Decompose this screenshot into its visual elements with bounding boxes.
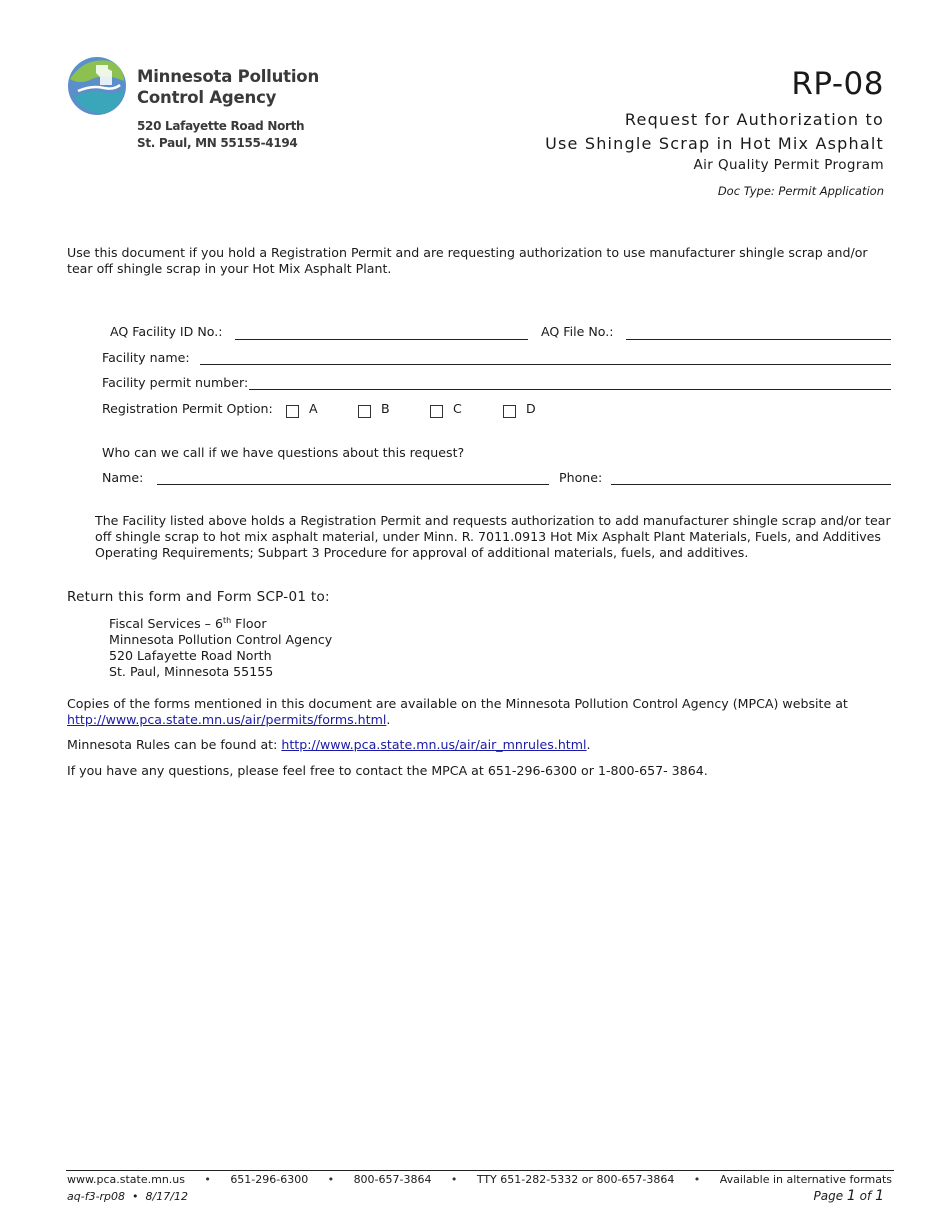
copies-paragraph xyxy=(67,696,897,728)
contact-phone-label: Phone: xyxy=(559,470,603,485)
questions-paragraph: If you have any questions, please feel free to contact the MPCA at 651-296-6300 or 1-800-657- 3864. xyxy=(67,763,708,778)
option-c-label: C xyxy=(453,401,462,416)
page-number: Page 1 of 1 xyxy=(813,1188,884,1204)
option-b-label: B xyxy=(381,401,390,416)
org-name-line2: Control Agency xyxy=(137,88,277,107)
contact-name-label: Name: xyxy=(102,470,144,485)
option-d-checkbox[interactable] xyxy=(503,403,516,422)
facility-permit-input[interactable] xyxy=(249,389,891,390)
org-address-line2: St. Paul, MN 55155-4194 xyxy=(137,136,298,150)
registration-option-label: Registration Permit Option: xyxy=(102,401,273,416)
aq-file-label: AQ File No.: xyxy=(541,324,614,339)
return-heading: Return this form and Form SCP-01 to: xyxy=(67,589,330,605)
aq-facility-id-input[interactable] xyxy=(235,339,528,340)
aq-file-input[interactable] xyxy=(626,339,891,340)
footer-phone1: 651-296-6300 xyxy=(230,1173,309,1186)
facility-permit-label: Facility permit number: xyxy=(102,375,249,390)
footer-bullet: • xyxy=(204,1173,211,1186)
rules-period: . xyxy=(586,737,591,752)
authorization-statement: The Facility listed above holds a Registration Permit and requests authorization to add manufacturer shingle scrap and/or tear off shingle scrap to hot mix asphalt material, under Minn. R. 7011.0913 Hot Mix Asphalt Plant Materials, Fuels, and Additives Operating Requirements; Subpart 3 Procedure for approval of additional materials, fuels, and additives. xyxy=(95,513,891,560)
form-title-line1: Request for Authorization to xyxy=(624,110,884,129)
contact-question: Who can we call if we have questions about this request? xyxy=(102,445,465,460)
option-a-checkbox[interactable] xyxy=(286,403,299,422)
footer-formats: Available in alternative formats xyxy=(719,1173,892,1186)
option-c-checkbox[interactable] xyxy=(430,403,443,422)
program-name: Air Quality Permit Program xyxy=(693,157,884,173)
return-address-line1: Fiscal Services – 6th Floor xyxy=(109,616,267,632)
return-address xyxy=(109,613,332,680)
rules-text: Minnesota Rules can be found at: xyxy=(67,737,282,752)
form-id: RP-08 xyxy=(791,66,884,102)
footer-tty: TTY 651-282-5332 or 800-657-3864 xyxy=(476,1173,675,1186)
footer-form-code: aq-f3-rp08 • 8/17/12 xyxy=(67,1190,188,1203)
mpca-logo xyxy=(66,55,128,117)
footer-bullet: • xyxy=(450,1173,458,1186)
return-address-line2: Minnesota Pollution Control Agency xyxy=(109,632,333,648)
contact-phone-input[interactable] xyxy=(611,484,891,485)
footer-divider xyxy=(66,1170,894,1171)
footer-phone2: 800-657-3864 xyxy=(353,1173,432,1186)
option-a-label: A xyxy=(309,401,318,416)
form-title-line2: Use Shingle Scrap in Hot Mix Asphalt xyxy=(545,134,884,153)
contact-name-input[interactable] xyxy=(157,484,549,485)
rules-link[interactable]: http://www.pca.state.mn.us/air/air_mnrules.html xyxy=(281,737,587,752)
aq-facility-id-label: AQ Facility ID No.: xyxy=(110,324,223,339)
return-address-line3: 520 Lafayette Road North xyxy=(109,648,272,664)
footer-website: www.pca.state.mn.us xyxy=(67,1173,185,1186)
option-b-checkbox[interactable] xyxy=(358,403,371,422)
form-title xyxy=(545,108,884,156)
intro-text: Use this document if you hold a Registration Permit and are requesting authorization to use manufacturer shingle scrap and/or tear off shingle scrap in your Hot Mix Asphalt Plant. xyxy=(67,245,868,276)
footer-bullet: • xyxy=(693,1173,701,1186)
facility-name-label: Facility name: xyxy=(102,350,190,365)
forms-link[interactable]: http://www.pca.state.mn.us/air/permits/forms.html xyxy=(67,712,387,727)
org-address xyxy=(137,118,304,152)
footer-bullet: • xyxy=(327,1173,335,1186)
org-address-line1: 520 Lafayette Road North xyxy=(137,119,305,133)
facility-name-input[interactable] xyxy=(200,364,891,365)
option-d-label: D xyxy=(526,401,536,416)
doc-type: Doc Type: Permit Application xyxy=(717,184,884,198)
copies-period: . xyxy=(386,712,391,727)
return-address-line4: St. Paul, Minnesota 55155 xyxy=(109,664,274,680)
org-name xyxy=(137,66,319,108)
rules-paragraph xyxy=(67,737,591,752)
org-name-line1: Minnesota Pollution xyxy=(137,67,319,86)
copies-text: Copies of the forms mentioned in this document are available on the Minnesota Pollution Control Agency (MPCA) website at xyxy=(67,696,848,711)
footer-contact-row xyxy=(67,1173,892,1186)
